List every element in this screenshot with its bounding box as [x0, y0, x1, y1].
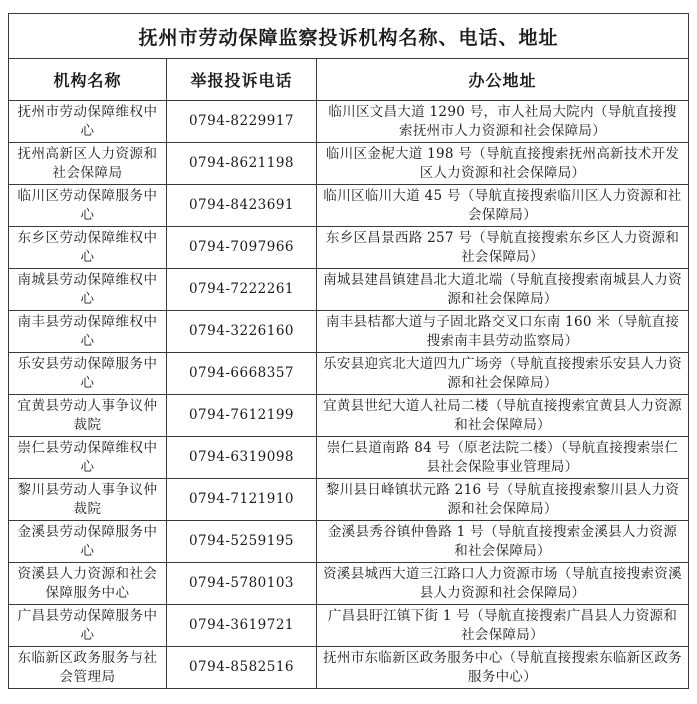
agency-address: 资溪县城西大道三江路口人力资源市场（导航直接搜索资溪县人力资源和社会保障局）	[317, 563, 689, 605]
agency-address: 南城县建昌镇建昌北大道北端（导航直接搜索南城县人力资源和社会保障局）	[317, 269, 689, 311]
document	[8, 13, 688, 689]
table-row	[9, 521, 689, 563]
agency-phone: 0794-3619721	[167, 605, 317, 647]
agency-phone: 0794-5259195	[167, 521, 317, 563]
table-row	[9, 479, 689, 521]
agency-address: 崇仁县道南路 84 号（原老法院二楼）（导航直接搜索崇仁县社会保险事业管理局）	[317, 437, 689, 479]
agency-phone: 0794-7097966	[167, 227, 317, 269]
table-row	[9, 395, 689, 437]
table-row	[9, 647, 689, 689]
table-row	[9, 311, 689, 353]
header-office-address: 办公地址	[317, 59, 689, 101]
agency-name: 金溪县劳动保障服务中心	[9, 521, 167, 563]
agency-address: 南丰县桔都大道与子固北路交叉口东南 160 米（导航直接搜索南丰县劳动监察局）	[317, 311, 689, 353]
agency-phone: 0794-7612199	[167, 395, 317, 437]
agency-phone: 0794-6668357	[167, 353, 317, 395]
agency-name: 东临新区政务服务与社会管理局	[9, 647, 167, 689]
agency-address: 黎川县日峰镇状元路 216 号（导航直接搜索黎川县人力资源和社会保障局）	[317, 479, 689, 521]
agency-phone: 0794-6319098	[167, 437, 317, 479]
agency-name: 南城县劳动保障维权中心	[9, 269, 167, 311]
table-row	[9, 605, 689, 647]
agency-phone: 0794-7121910	[167, 479, 317, 521]
agency-address: 东乡区昌景西路 257 号（导航直接搜索东乡区人力资源和社会保障局）	[317, 227, 689, 269]
table-title: 抚州市劳动保障监察投诉机构名称、电话、地址	[9, 14, 689, 59]
agency-phone: 0794-5780103	[167, 563, 317, 605]
agency-address: 乐安县迎宾北大道四九广场旁（导航直接搜索乐安县人力资源和社会保障局）	[317, 353, 689, 395]
agency-name: 资溪县人力资源和社会保障服务中心	[9, 563, 167, 605]
agency-address: 广昌县盱江镇下街 1 号（导航直接搜索广昌县人力资源和社会保障局）	[317, 605, 689, 647]
agency-name: 广昌县劳动保障服务中心	[9, 605, 167, 647]
agency-name: 南丰县劳动保障维权中心	[9, 311, 167, 353]
agency-phone: 0794-7222261	[167, 269, 317, 311]
agency-phone: 0794-3226160	[167, 311, 317, 353]
agency-phone: 0794-8621198	[167, 143, 317, 185]
table-row	[9, 563, 689, 605]
agency-address: 临川区文昌大道 1290 号，市人社局大院内（导航直接搜索抚州市人力资源和社会保障局）	[317, 101, 689, 143]
agency-name: 抚州高新区人力资源和社会保障局	[9, 143, 167, 185]
agency-phone: 0794-8582516	[167, 647, 317, 689]
table-row	[9, 185, 689, 227]
agency-name: 乐安县劳动保障服务中心	[9, 353, 167, 395]
agency-phone: 0794-8229917	[167, 101, 317, 143]
agency-phone: 0794-8423691	[167, 185, 317, 227]
agency-name: 宜黄县劳动人事争议仲裁院	[9, 395, 167, 437]
complaint-agency-table	[8, 13, 689, 689]
header-complaint-phone: 举报投诉电话	[167, 59, 317, 101]
agency-address: 宜黄县世纪大道人社局二楼（导航直接搜索宜黄县人力资源和社会保障局）	[317, 395, 689, 437]
header-agency-name: 机构名称	[9, 59, 167, 101]
table-row	[9, 353, 689, 395]
agency-address: 抚州市东临新区政务服务中心（导航直接搜索东临新区政务服务中心）	[317, 647, 689, 689]
table-row	[9, 437, 689, 479]
agency-address: 临川区金柅大道 198 号（导航直接搜索抚州高新技术开发区人力资源和社会保障局）	[317, 143, 689, 185]
table-row	[9, 227, 689, 269]
table-row	[9, 143, 689, 185]
agency-name: 临川区劳动保障服务中心	[9, 185, 167, 227]
agency-name: 东乡区劳动保障维权中心	[9, 227, 167, 269]
table-row	[9, 269, 689, 311]
table-row	[9, 101, 689, 143]
agency-name: 崇仁县劳动保障维权中心	[9, 437, 167, 479]
agency-address: 临川区临川大道 45 号（导航直接搜索临川区人力资源和社会保障局）	[317, 185, 689, 227]
agency-name: 黎川县劳动人事争议仲裁院	[9, 479, 167, 521]
agency-name: 抚州市劳动保障维权中心	[9, 101, 167, 143]
agency-address: 金溪县秀谷镇仲鲁路 1 号（导航直接搜索金溪县人力资源和社会保障局）	[317, 521, 689, 563]
